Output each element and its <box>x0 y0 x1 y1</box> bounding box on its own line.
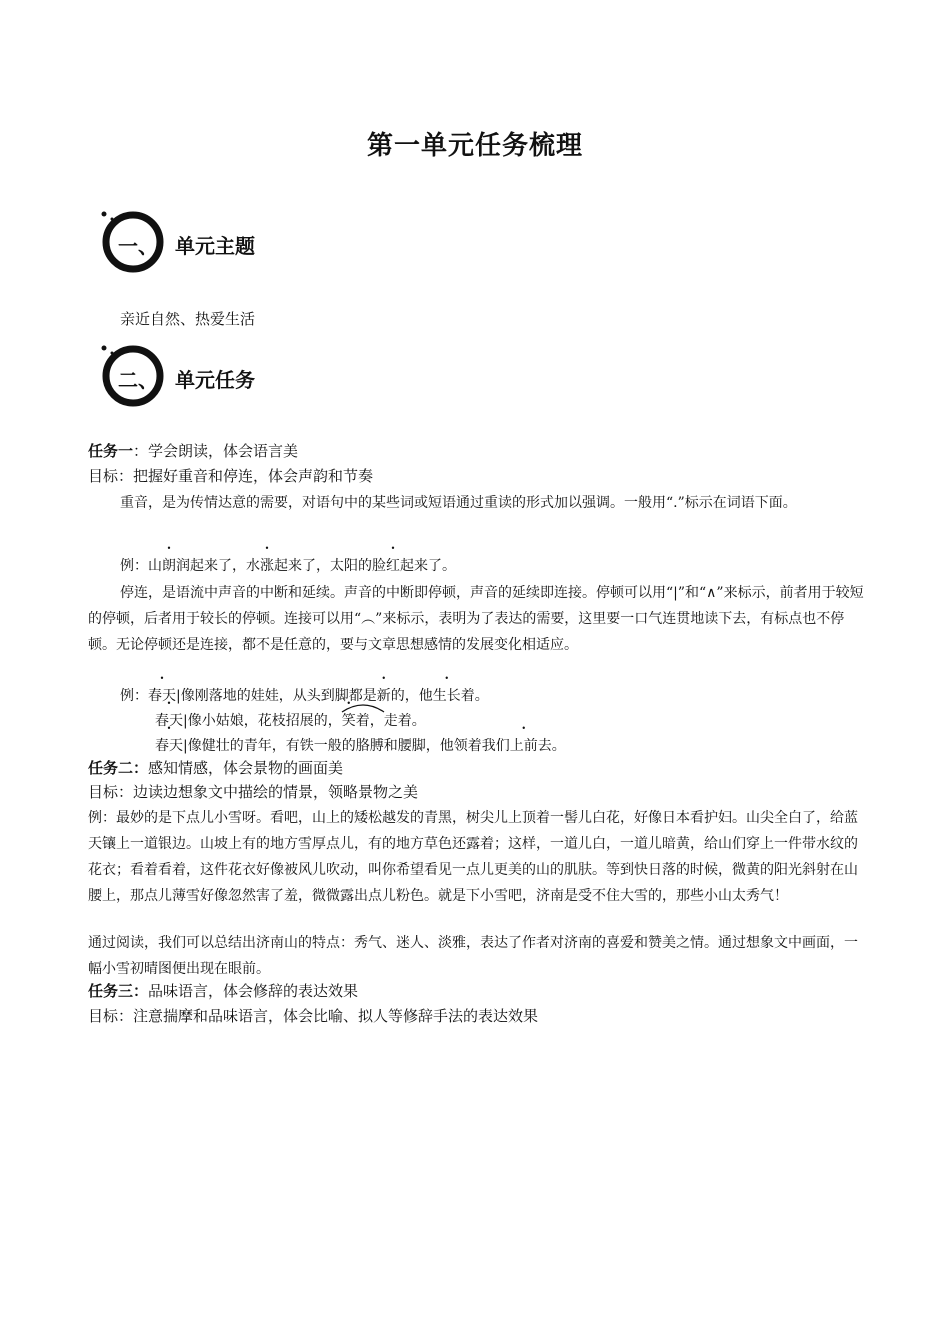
stressed-word: 新 <box>376 688 391 704</box>
stressed-word: 涨 <box>260 558 274 574</box>
page-title: 第一单元任务梳理 <box>366 131 583 161</box>
task3-label: 任务三： <box>88 982 149 1000</box>
example-text: |像小姑娘，花枝招展的， <box>183 713 342 729</box>
pause-example-line <box>155 736 566 756</box>
liaison-arc-mark <box>340 701 386 713</box>
example-text: 起来了。 <box>400 558 456 574</box>
stressed-word: 春天 <box>155 738 183 754</box>
example-text: |像刚落地的娃娃，从头到脚都是 <box>176 688 377 704</box>
stressed-word: 上前 <box>509 738 538 754</box>
task1-name: ：学会朗读，体会语言美 <box>133 442 299 460</box>
task2-label: 任务二： <box>88 759 149 777</box>
task2-goal: 目标：边读边想象文中描绘的情景，领略景物之美 <box>88 783 419 801</box>
pause-paragraph: 停连，是语流中声音的中断和延续。声音的中断即停顿，声音的延续即连接。停顿可以用“|”和“∧”来标示，前者用于较短的停顿，后者用于较长的停顿。连接可以用“︵”来标示，表明为了表达的需要，这里要一口气连贯地读下去，有标点也不停顿。无论停顿还是连接，都不是任意的，要与文章思想感情的发展变化相适应。 <box>88 585 864 653</box>
example-text: |像健壮的青年，有铁一般的胳膊和腰脚，他领着我们 <box>183 738 510 754</box>
task2-example-paragraph: 例：最妙的是下点儿小雪呀。看吧，山上的矮松越发的青黑，树尖儿上顶着一髻儿白花，好像日本看护妇。山尖全白了，给蓝天镶上一道银边。山坡上有的地方雪厚点儿，有的地方草色还露着；这样，一道儿白，一道儿暗黄，给山们穿上一件带水纹的花衣；看着看着，这件花衣好像被风儿吹动，叫你希望看见一点儿更美的山的肌肤。等到快日落的时候，微黄的阳光斜射在山腰上，那点儿薄雪好像忽然害了羞，微微露出点儿粉色。就是下小雪吧，济南是受不住大雪的，那些小山太秀气！ <box>88 810 858 904</box>
task1-label: 任务一 <box>88 442 134 460</box>
stressed-word: 笑 <box>341 713 356 729</box>
task3-goal: 目标：注意揣摩和品味语言，体会比喻、拟人等修辞手法的表达效果 <box>88 1007 539 1025</box>
example-text: 润起来了，水 <box>176 558 260 574</box>
section-heading: 单元主题 <box>175 234 255 258</box>
example-text: 例： <box>120 688 148 704</box>
stress-example <box>120 556 456 576</box>
task1-heading <box>88 441 298 461</box>
task3-heading <box>88 981 358 1001</box>
section-heading: 单元任务 <box>175 368 255 392</box>
stressed-word: 红 <box>386 558 400 574</box>
task2-name: 感知情感，体会景物的画面美 <box>148 759 344 777</box>
task2-heading <box>88 758 343 778</box>
section-number: 一、 <box>118 234 158 258</box>
example-text: 去。 <box>537 738 566 754</box>
stressed-word: 春天 <box>148 688 176 704</box>
example-text: 着，走着。 <box>355 713 426 729</box>
stressed-word: 生长 <box>432 688 461 704</box>
task2-summary-paragraph: 通过阅读，我们可以总结出济南山的特点：秀气、迷人、淡雅，表达了作者对济南的喜爱和赞美之情。通过想象文中画面，一幅小雪初晴图便出现在眼前。 <box>88 935 858 977</box>
task1-goal: 目标：把握好重音和停连，体会声韵和节奏 <box>88 467 374 485</box>
stress-paragraph: 重音，是为传情达意的需要，对语句中的某些词或短语通过重读的形式加以强调。一般用“.”标示在词语下面。 <box>120 495 797 511</box>
stressed-word: 朗 <box>162 558 176 574</box>
task3-name: 品味语言，体会修辞的表达效果 <box>148 982 359 1000</box>
stressed-word: 春天 <box>155 713 183 729</box>
pause-example-line <box>155 711 426 731</box>
example-text: 着。 <box>460 688 489 704</box>
pause-example-line <box>120 686 489 706</box>
example-text: 的，他 <box>390 688 433 704</box>
example-text: 例：山 <box>120 558 162 574</box>
section-number: 二、 <box>118 368 158 392</box>
example-text: 起来了，太阳的脸 <box>274 558 386 574</box>
unit-theme: 亲近自然、热爱生活 <box>120 310 256 328</box>
